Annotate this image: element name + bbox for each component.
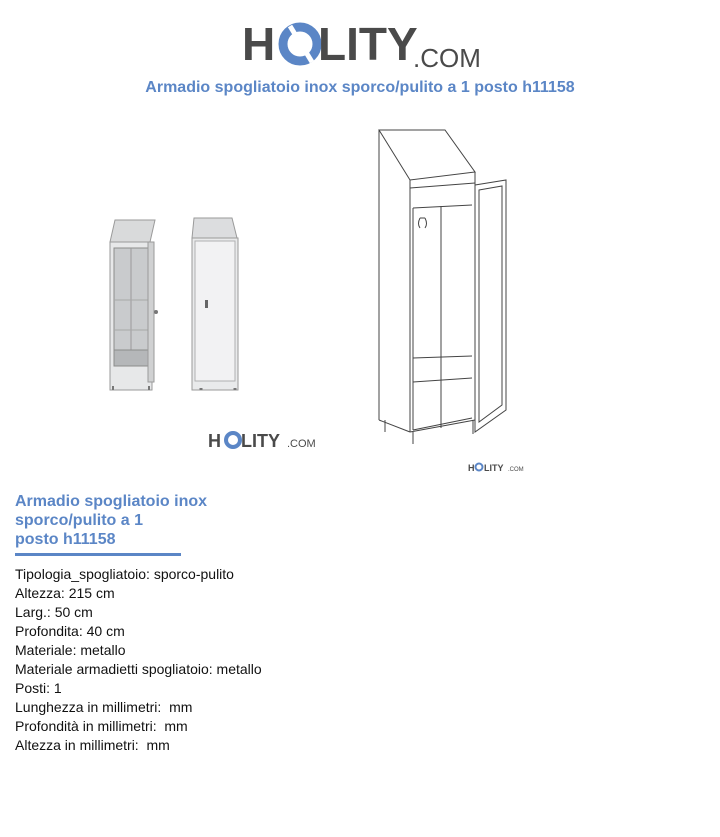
svg-text:.COM: .COM [287, 438, 316, 450]
product-heading [15, 492, 235, 549]
spec-list [15, 565, 515, 755]
product-heading-line: posto h11158 [15, 531, 116, 548]
heading-underline [15, 553, 181, 556]
spec-row [15, 736, 515, 755]
spec-value: 50 cm [54, 604, 93, 620]
spec-row [15, 622, 515, 641]
spec-row [15, 584, 515, 603]
spec-label: Lunghezza in millimetri: [15, 699, 162, 715]
spec-row [15, 660, 515, 679]
spec-value: metallo [216, 661, 262, 677]
page-title: Armadio spogliatoio inox sporco/pulito a 1 posto h11158 [145, 79, 575, 96]
spec-label: Tipologia_spogliatoio: [15, 566, 150, 582]
product-heading-line: Armadio spogliatoio inox [15, 493, 208, 510]
product-heading-line: sporco/pulito a 1 [15, 512, 144, 529]
svg-text:H: H [468, 463, 475, 473]
svg-text:LITY: LITY [241, 431, 280, 451]
svg-text:LITY: LITY [484, 463, 504, 473]
spec-value: mm [142, 737, 170, 753]
spec-value: sporco-pulito [153, 566, 234, 582]
spec-label: Materiale armadietti spogliatoio: [15, 661, 213, 677]
logo-letters-lity: LITY [318, 18, 418, 70]
image-watermark-large [208, 431, 316, 451]
spec-row [15, 698, 515, 717]
open-locker-photo [110, 220, 158, 390]
product-image[interactable] [95, 120, 555, 480]
spec-value: 40 cm [86, 623, 125, 639]
spec-row [15, 679, 515, 698]
spec-value: 1 [53, 680, 62, 696]
logo-suffix: .COM [413, 43, 481, 72]
closed-locker-photo [192, 218, 238, 390]
spec-value: metallo [80, 642, 126, 658]
locker-line-drawing [379, 130, 506, 444]
spec-row [15, 717, 515, 736]
spec-value: mm [160, 718, 188, 734]
spec-value: 215 cm [68, 585, 115, 601]
spec-label: Larg.: [15, 604, 51, 620]
spec-label: Altezza in millimetri: [15, 737, 139, 753]
spec-row [15, 641, 515, 660]
logo-ring-icon [283, 26, 317, 62]
logo-letter-h: H [242, 18, 276, 70]
holity-logo[interactable] [0, 12, 720, 72]
spec-label: Profondità in millimetri: [15, 718, 157, 734]
spec-label: Posti: [15, 680, 51, 696]
spec-value: mm [165, 699, 193, 715]
image-watermark-small [468, 463, 524, 473]
svg-text:.COM: .COM [508, 467, 524, 473]
spec-row [15, 565, 515, 584]
spec-label: Profondita: [15, 623, 83, 639]
spec-row [15, 603, 515, 622]
spec-label: Altezza: [15, 585, 65, 601]
svg-text:H: H [208, 431, 221, 451]
spec-label: Materiale: [15, 642, 77, 658]
